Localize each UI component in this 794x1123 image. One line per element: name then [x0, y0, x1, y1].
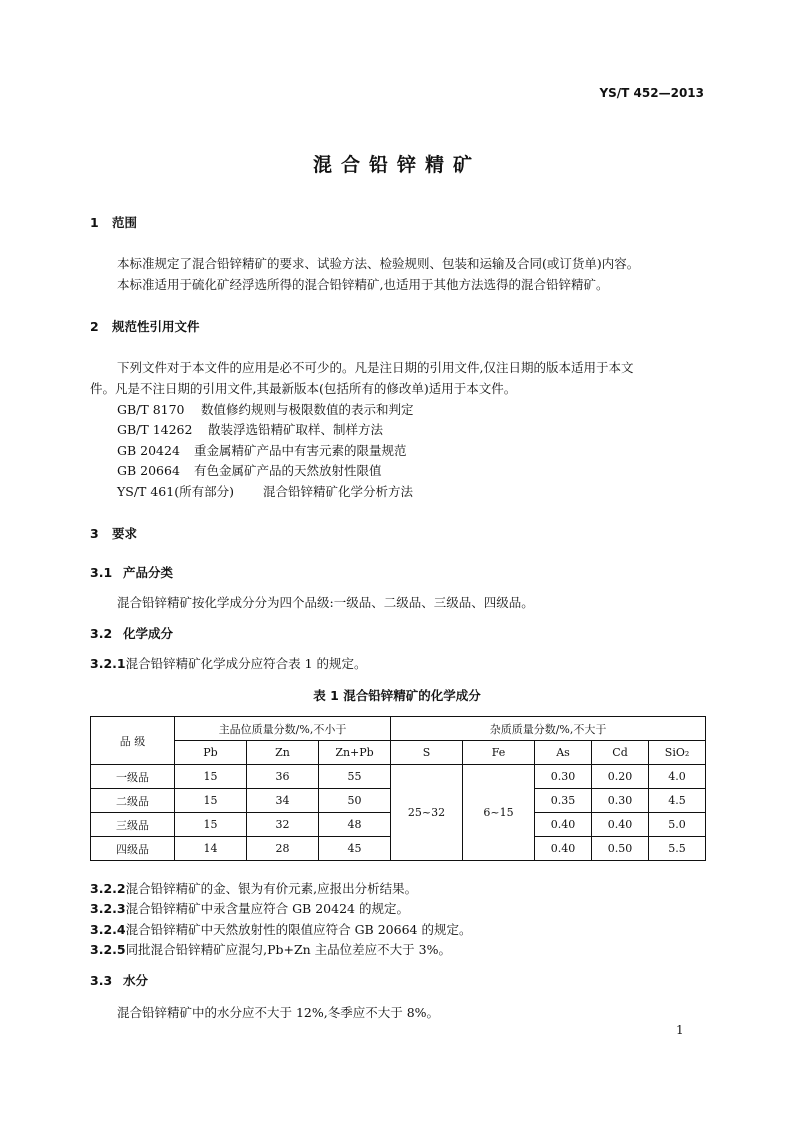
cd-cell: 0.50	[592, 837, 649, 861]
znpb-cell: 50	[319, 789, 391, 813]
clause-text: 同批混合铅锌精矿应混匀,Pb+Zn 主品位差应不大于 3%。	[125, 942, 451, 957]
reference-code: GB/T 8170	[117, 402, 185, 417]
fe-cell: 6~15	[463, 765, 535, 861]
paragraph: 件。凡是不注日期的引用文件,其最新版本(包括所有的修改单)适用于本文件。	[90, 381, 517, 396]
sio2-cell: 5.0	[649, 813, 706, 837]
cd-cell: 0.30	[592, 789, 649, 813]
section-number: 3.1	[90, 565, 113, 580]
column-header: Pb	[175, 741, 247, 765]
section-number: 1	[90, 215, 99, 230]
reference-title: 散装浮选铅精矿取样、制样方法	[208, 422, 384, 437]
grade-cell: 三级品	[91, 813, 175, 837]
cd-cell: 0.40	[592, 813, 649, 837]
pb-cell: 15	[175, 789, 247, 813]
sio2-cell: 5.5	[649, 837, 706, 861]
clause-3-2-3	[90, 899, 409, 917]
section-1-heading	[90, 213, 137, 231]
column-header: Cd	[592, 741, 649, 765]
column-header: As	[535, 741, 592, 765]
section-title: 化学成分	[123, 626, 174, 641]
znpb-cell: 55	[319, 765, 391, 789]
paragraph: 混合铅锌精矿按化学成分分为四个品级:一级品、二级品、三级品、四级品。	[117, 595, 534, 610]
section-3-1-heading	[90, 563, 173, 581]
section-title: 水分	[123, 973, 149, 988]
column-header: Zn	[247, 741, 319, 765]
reference-item	[117, 482, 413, 500]
section-title: 产品分类	[123, 565, 174, 580]
pb-cell: 15	[175, 813, 247, 837]
as-cell: 0.35	[535, 789, 592, 813]
clause-3-2-1	[90, 654, 367, 672]
zn-cell: 34	[247, 789, 319, 813]
sio2-cell: 4.5	[649, 789, 706, 813]
pb-cell: 14	[175, 837, 247, 861]
section-title: 范围	[112, 215, 138, 230]
reference-item	[117, 461, 382, 479]
clause-text: 混合铅锌精矿化学成分应符合表 1 的规定。	[125, 656, 367, 671]
chemical-composition-table	[90, 716, 706, 861]
clause-text: 混合铅锌精矿中汞含量应符合 GB 20424 的规定。	[125, 901, 409, 916]
table-caption: 表 1 混合铅锌精矿的化学成分	[313, 688, 481, 703]
section-number: 3.3	[90, 973, 113, 988]
clause-text: 混合铅锌精矿的金、银为有价元素,应报出分析结果。	[125, 881, 418, 896]
column-header: SiO₂	[649, 741, 706, 765]
column-header: S	[391, 741, 463, 765]
column-header: Zn+Pb	[319, 741, 391, 765]
reference-code: YS/T 461(所有部分)	[117, 484, 234, 499]
reference-item	[117, 420, 383, 438]
section-3-heading	[90, 524, 137, 542]
zn-cell: 32	[247, 813, 319, 837]
zn-cell: 28	[247, 837, 319, 861]
clause-number: 3.2.2	[90, 881, 126, 896]
znpb-cell: 45	[319, 837, 391, 861]
section-number: 3	[90, 526, 99, 541]
table-subheader-row	[91, 741, 706, 765]
as-cell: 0.40	[535, 837, 592, 861]
clause-number: 3.2.3	[90, 901, 126, 916]
as-cell: 0.40	[535, 813, 592, 837]
table-header-row	[91, 717, 706, 741]
reference-item	[117, 441, 407, 459]
section-3-3-heading	[90, 971, 148, 989]
reference-code: GB 20664	[117, 463, 180, 478]
section-number: 2	[90, 319, 99, 334]
document-title: 混合铅锌精矿	[312, 154, 481, 176]
table-row	[91, 765, 706, 789]
paragraph: 本标准规定了混合铅锌精矿的要求、试验方法、检验规则、包装和运输及合同(或订货单)内容。	[117, 256, 640, 271]
column-header: Fe	[463, 741, 535, 765]
grade-cell: 四级品	[91, 837, 175, 861]
impurity-header: 杂质质量分数/%,不大于	[391, 717, 706, 741]
clause-number: 3.2.4	[90, 922, 126, 937]
reference-title: 混合铅锌精矿化学分析方法	[263, 484, 414, 499]
clause-3-2-2	[90, 879, 417, 897]
clause-3-2-4	[90, 920, 471, 938]
as-cell: 0.30	[535, 765, 592, 789]
main-grade-header: 主品位质量分数/%,不小于	[175, 717, 391, 741]
grade-header: 品 级	[91, 717, 175, 765]
section-title: 要求	[112, 526, 138, 541]
cd-cell: 0.20	[592, 765, 649, 789]
reference-item	[117, 400, 414, 418]
section-3-2-heading	[90, 624, 173, 642]
reference-code: GB/T 14262	[117, 422, 193, 437]
standard-number: YS/T 452—2013	[599, 86, 704, 100]
paragraph: 混合铅锌精矿中的水分应不大于 12%,冬季应不大于 8%。	[117, 1005, 440, 1020]
page-number: 1	[676, 1023, 684, 1037]
s-cell: 25~32	[391, 765, 463, 861]
clause-number: 3.2.1	[90, 656, 126, 671]
reference-title: 重金属精矿产品中有害元素的限量规范	[194, 443, 407, 458]
reference-code: GB 20424	[117, 443, 180, 458]
sio2-cell: 4.0	[649, 765, 706, 789]
paragraph: 本标准适用于硫化矿经浮选所得的混合铅锌精矿,也适用于其他方法选得的混合铅锌精矿。	[117, 277, 609, 292]
znpb-cell: 48	[319, 813, 391, 837]
zn-cell: 36	[247, 765, 319, 789]
clause-number: 3.2.5	[90, 942, 126, 957]
reference-title: 数值修约规则与极限数值的表示和判定	[201, 402, 414, 417]
pb-cell: 15	[175, 765, 247, 789]
grade-cell: 二级品	[91, 789, 175, 813]
section-title: 规范性引用文件	[112, 319, 200, 334]
section-2-heading	[90, 317, 200, 335]
paragraph: 下列文件对于本文件的应用是必不可少的。凡是注日期的引用文件,仅注日期的版本适用于本文	[117, 360, 634, 375]
clause-3-2-5	[90, 940, 451, 958]
clause-text: 混合铅锌精矿中天然放射性的限值应符合 GB 20664 的规定。	[125, 922, 472, 937]
section-number: 3.2	[90, 626, 113, 641]
grade-cell: 一级品	[91, 765, 175, 789]
reference-title: 有色金属矿产品的天然放射性限值	[194, 463, 382, 478]
